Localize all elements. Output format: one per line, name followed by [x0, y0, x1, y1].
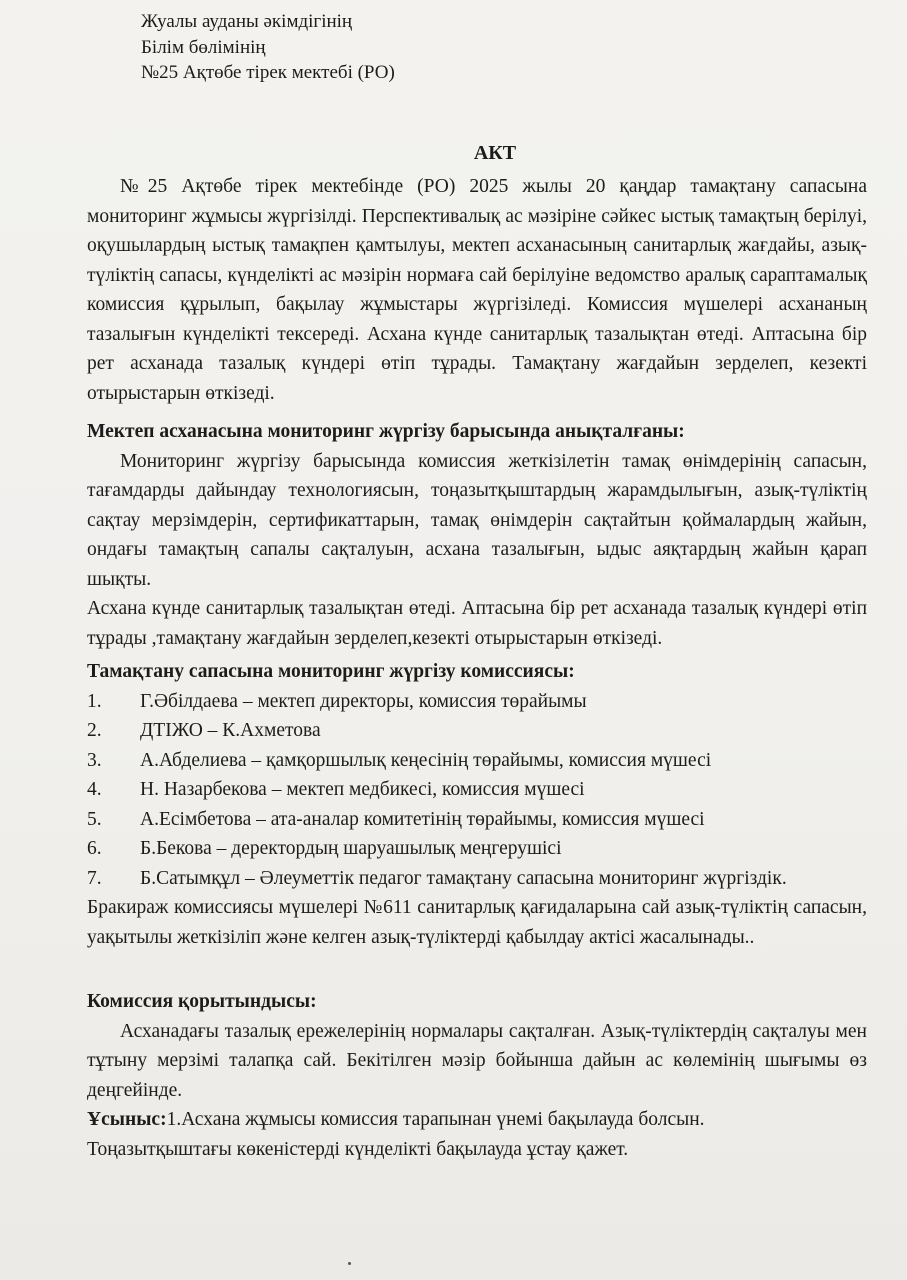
- list-item-number: 7.: [87, 867, 102, 889]
- list-item-number: 3.: [87, 749, 102, 771]
- commission-section: [87, 657, 867, 952]
- document-title: АКТ: [473, 142, 517, 164]
- list-item-text: ДТІЖО – К.Ахметова: [140, 720, 321, 741]
- list-item: [87, 746, 867, 776]
- findings-paragraph-2: Асхана күнде санитарлық тазалықтан өтеді. Аптасына бір рет асханада тазалық күндері өтіп тұрады ,тамақтану жағдайын зерделеп,кезекті отырыстарын өткізеді.: [87, 598, 867, 649]
- letterhead: [141, 9, 395, 86]
- recommendation-label: Ұсыныс:: [87, 1109, 167, 1130]
- list-item: [87, 834, 867, 864]
- list-item-number: 5.: [87, 808, 102, 830]
- list-item-number: 1.: [87, 690, 102, 712]
- conclusion-heading: Комиссия қорытындысы:: [87, 991, 317, 1012]
- recommendation-text-1: 1.Асхана жұмысы комиссия тарапынан үнемі бақылауда болсын.: [166, 1109, 705, 1130]
- findings-section: [87, 417, 867, 653]
- recommendation-text-2: Тоңазытқыштағы көкеністерді күнделікті бақылауда ұстау қажет.: [87, 1138, 629, 1160]
- letterhead-line-2: Білім бөлімінің: [141, 36, 266, 58]
- commission-members-list: [87, 687, 867, 894]
- brakerage-paragraph: Бракираж комиссиясы мүшелері №611 санитарлық қағидаларына сай азық-түліктің сапасын, уақытылы жеткізіліп және келген азық-түліктерді қабылдау актісі жасалынады..: [87, 897, 867, 948]
- list-item-text: Б.Сатымқұл – Әлеуметтік педагог тамақтану сапасына мониторинг жүргіздік.: [140, 867, 787, 889]
- list-item: [87, 864, 867, 894]
- list-item-text: Б.Бекова – деректордың шаруашылық меңгерушісі: [140, 838, 562, 859]
- conclusion-section: [87, 987, 867, 1164]
- list-item-number: 2.: [87, 720, 102, 741]
- findings-paragraph: Мониторинг жүргізу барысында комиссия жеткізілетін тамақ өнімдерінің сапасын, тағамдарды дайындау технологиясын, тоңазытқыштардың жарамдылығын, азық-түліктің сақтау мерзімдерін, сертификаттарын, тамақ өнімдерін сақтайтын қоймалардың жайын, ондағы тамақтың сапалы сақталуын, асхана тазалығын, ыдыс аяқтардың жайын қарап шықты.: [87, 450, 867, 590]
- list-item-text: А.Абделиева – қамқоршылық кеңесінің төрайымы, комиссия мүшесі: [140, 749, 712, 771]
- list-item-text: Г.Әбілдаева – мектеп директоры, комиссия төрайымы: [140, 690, 587, 712]
- list-item-text: Н. Назарбекова – мектеп медбикесі, комиссия мүшесі: [140, 779, 585, 800]
- list-item: [87, 716, 867, 746]
- list-item-number: 4.: [87, 779, 102, 800]
- list-item: [87, 687, 867, 717]
- letterhead-line-1: Жуалы ауданы әкімдігінің: [141, 11, 353, 32]
- findings-heading: Мектеп асханасына мониторинг жүргізу барысында анықталғаны:: [87, 421, 685, 442]
- commission-heading: Тамақтану сапасына мониторинг жүргізу комиссиясы:: [87, 661, 575, 682]
- list-item-text: А.Есімбетова – ата-аналар комитетінің төрайымы, комиссия мүшесі: [140, 808, 705, 830]
- list-item: [87, 805, 867, 835]
- list-item: [87, 775, 867, 805]
- recommendation-line: [87, 1105, 867, 1135]
- paper-speck: [348, 1262, 351, 1265]
- letterhead-line-3: №25 Ақтөбе тірек мектебі (РО): [141, 62, 395, 83]
- conclusion-paragraph: Асханадағы тазалық ережелерінің нормалары сақталған. Азық-түліктердің сақталуы мен тұтыну мерзімі талапқа сай. Бекітілген мәзір бойынша дайын ас көлемінің шығымы өз деңгейінде.: [87, 1020, 867, 1101]
- list-item-number: 6.: [87, 838, 102, 859]
- intro-paragraph: №25 Ақтөбе тірек мектебінде (РО) 2025 жылы 20 қаңдар тамақтану сапасына мониторинг жұмысы жүргізілді. Перспективалық ас мәзіріне сәйкес ыстық тамақтың берілуі, оқушылардың ыстық тамақпен қамтылуы, мектеп асханасының санитарлық жағдайы, азық-түліктің сапасы, күнделікті ас мәзірін нормаға сай берілуіне ведомство аралық сараптамалық комиссия құрылып, бақылау жұмыстары жүргізіледі. Комиссия мүшелері асхананың тазалығын күнделікті тексереді. Асхана күнде санитарлық тазалықтан өтеді. Аптасына бір рет асханада тазалық күндері өтіп тұрады. Тамақтану жағдайын зерделеп, кезекті отырыстарын өткізеді.: [87, 176, 867, 404]
